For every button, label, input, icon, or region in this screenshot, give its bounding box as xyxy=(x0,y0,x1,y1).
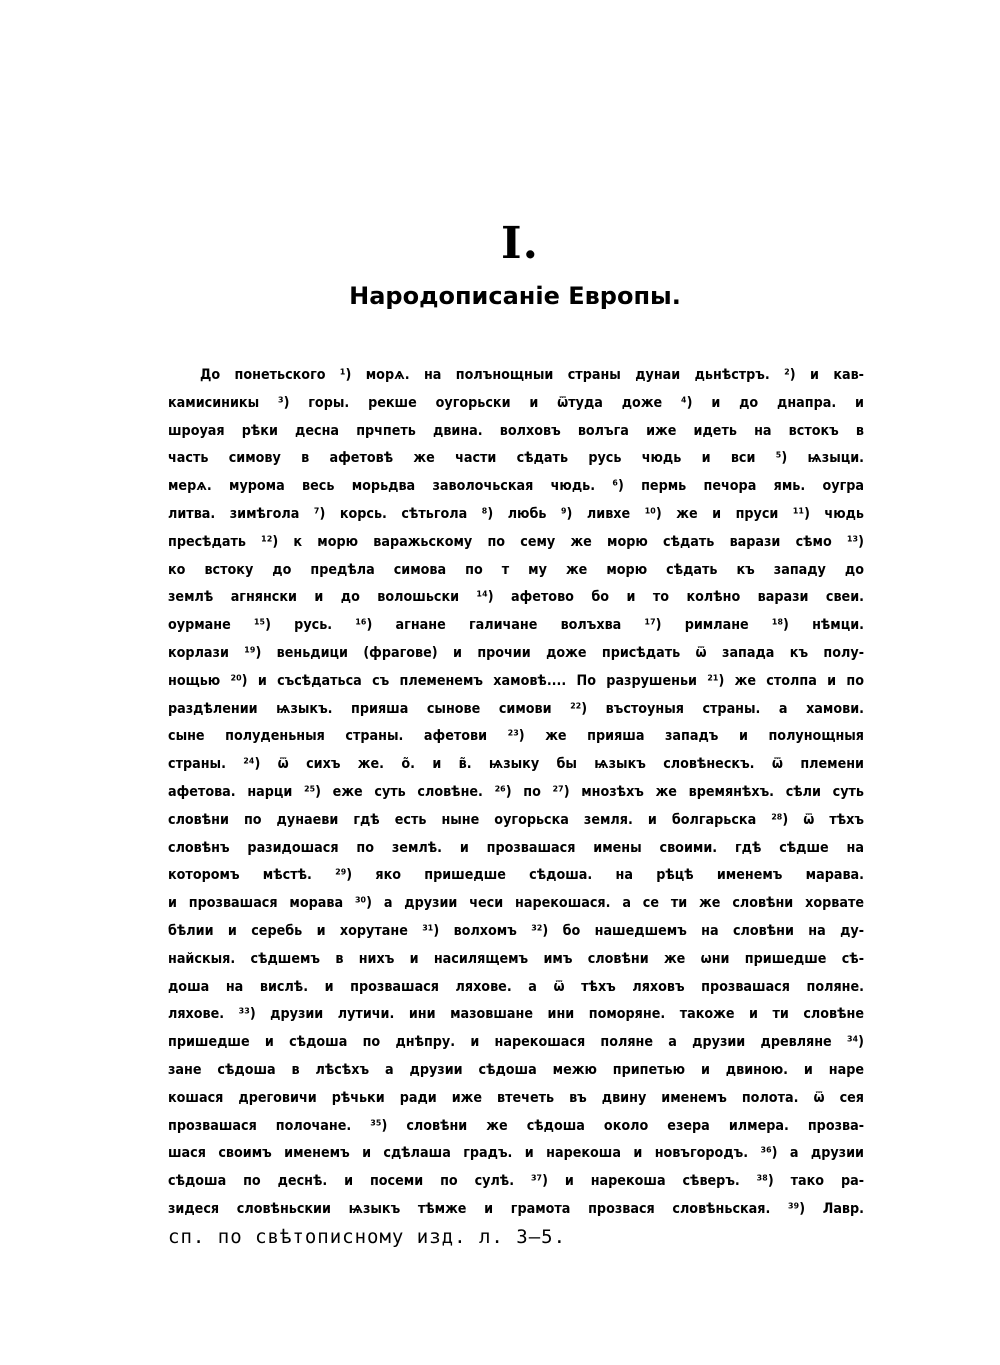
text-line: словѣни по дунаеви гдѣ есть ныне оугорьска земля. и болгарьска ²⁸) ѿ тѣхъ xyxy=(168,811,864,828)
text-line: найскыя. сѣдшемъ в нихъ и насилящемъ имъ словѣни же ѡни пришедше сѣ- xyxy=(168,950,864,967)
text-line: шроуая рѣки десна прчпеть двина. волховъ волъга иже идеть на встокъ в xyxy=(168,422,864,439)
text-line: До понетьского ¹) морѧ. на полънощныи страны дунаи дьнѣстръ. ²) и кав- xyxy=(200,367,864,383)
text-line: сыне полуденьныя страны. афетови ²³) же прияша западъ и полунощныя xyxy=(168,728,864,745)
text-line: зане сѣдоша в лѣсѣхъ а друзии сѣдоша межю припетью и двиною. и наре xyxy=(168,1061,864,1078)
text-line: камисиникы ³) горы. рекше оугорьски и ѿтуда доже ⁴) и до днапра. и xyxy=(168,394,864,411)
text-line: доша на вислѣ. и прозвашася ляхове. а ѿ тѣхъ ляховъ прозвашася поляне. xyxy=(168,978,864,995)
text-line: пришедше и сѣдоша по днѣпру. и нарекошася поляне а друзии древляне ³⁴) xyxy=(168,1034,864,1051)
text-line: часть симову в афетовѣ же части сѣдать русь чюдь и вси ⁵) ѩзыци. xyxy=(168,450,864,467)
text-line: кошася дреговичи рѣчьки ради иже втечеть въ двину именемъ полота. ѿ сея xyxy=(168,1089,864,1106)
text-line: которомъ мѣстѣ. ²⁹) яко пришедше сѣдоша. на рѣцѣ именемъ марава. xyxy=(168,867,864,884)
text-line: словѣнъ разидошася по землѣ. и прозвашася имены своими. гдѣ сѣдше на xyxy=(168,839,864,856)
text-line: и прозвашася морава ³⁰) а друзии чеси нарекошася. а се ти же словѣни хорвате xyxy=(168,895,864,912)
text-line: раздѣлении ѩзыкъ. прияша сынове симови ²²) въстоуныя страны. а хамови. xyxy=(168,700,864,717)
text-line: нощью ²⁰) и съсѣдатьса съ племенемъ хамовѣ.... По разрушеньи ²¹) же столпа и по xyxy=(168,672,864,689)
source-citation: сп. по свѣтописному изд. л. 3—5. xyxy=(168,1225,567,1248)
text-line: шася своимъ именемъ и сдѣлаша градъ. и нарекоша и новъгородъ. ³⁶) а друзии xyxy=(168,1145,864,1162)
text-line: бѣлии и серебь и хорутане ³¹) волхомъ ³²) бо нашедшемъ на словѣни на ду- xyxy=(168,922,864,939)
text-line: корлази ¹⁹) веньдици (фрагове) и прочии доже присѣдать ѿ запада къ полу- xyxy=(168,644,864,661)
text-line: страны. ²⁴) ѿ сихъ же. о̃. и в̃. ѩзыку бы ѩзыкъ словѣнескъ. ѿ племени xyxy=(168,756,864,773)
text-line: мерѧ. мурома весь морьдва заволочьская чюдь. ⁶) пермь печора ямь. оугра xyxy=(168,478,864,495)
text-line: прозвашася полочане. ³⁵) словѣни же сѣдоша около езера илмера. прозва- xyxy=(168,1117,864,1134)
text-line: пресѣдать ¹²) к морю варажьскому по сему же морю сѣдать варази сѣмо ¹³) xyxy=(168,533,864,550)
chapter-title: Народописаніе Европы. xyxy=(349,282,681,310)
text-line: ляхове. ³³) друзии лутичи. ини мазовшане ини поморяне. такоже и ти словѣне xyxy=(168,1006,864,1023)
text-line: сѣдоша по деснѣ. и посеми по сулѣ. ³⁷) и нарекоша сѣверъ. ³⁸) тако ра- xyxy=(168,1173,864,1190)
text-line: ко встоку до предѣла симова по т му же морю сѣдать къ западу до xyxy=(168,561,864,578)
text-line: зидеся словѣньскии ѩзыкъ тѣмже и грамота прозвася словѣньская. ³⁹) Лавр. xyxy=(168,1200,864,1217)
text-line: афетова. нарци ²⁵) еже суть словѣне. ²⁶) по ²⁷) мнозѣхъ же времянѣхъ. сѣли суть xyxy=(168,783,864,800)
text-line: оурмане ¹⁵) русь. ¹⁶) агнане галичане волъхва ¹⁷) римлане ¹⁸) нѣмци. xyxy=(168,617,864,634)
text-line: землѣ агнянски и до волошьски ¹⁴) афетово бо и то колѣно варази свеи. xyxy=(168,589,864,606)
text-line: литва. зимѣгола ⁷) корсь. сѣтьгола ⁸) любь ⁹) ливхе ¹⁰) же и пруси ¹¹) чюдь xyxy=(168,505,864,522)
chronicle-text xyxy=(168,362,864,1252)
chapter-numeral: I. xyxy=(501,218,539,269)
